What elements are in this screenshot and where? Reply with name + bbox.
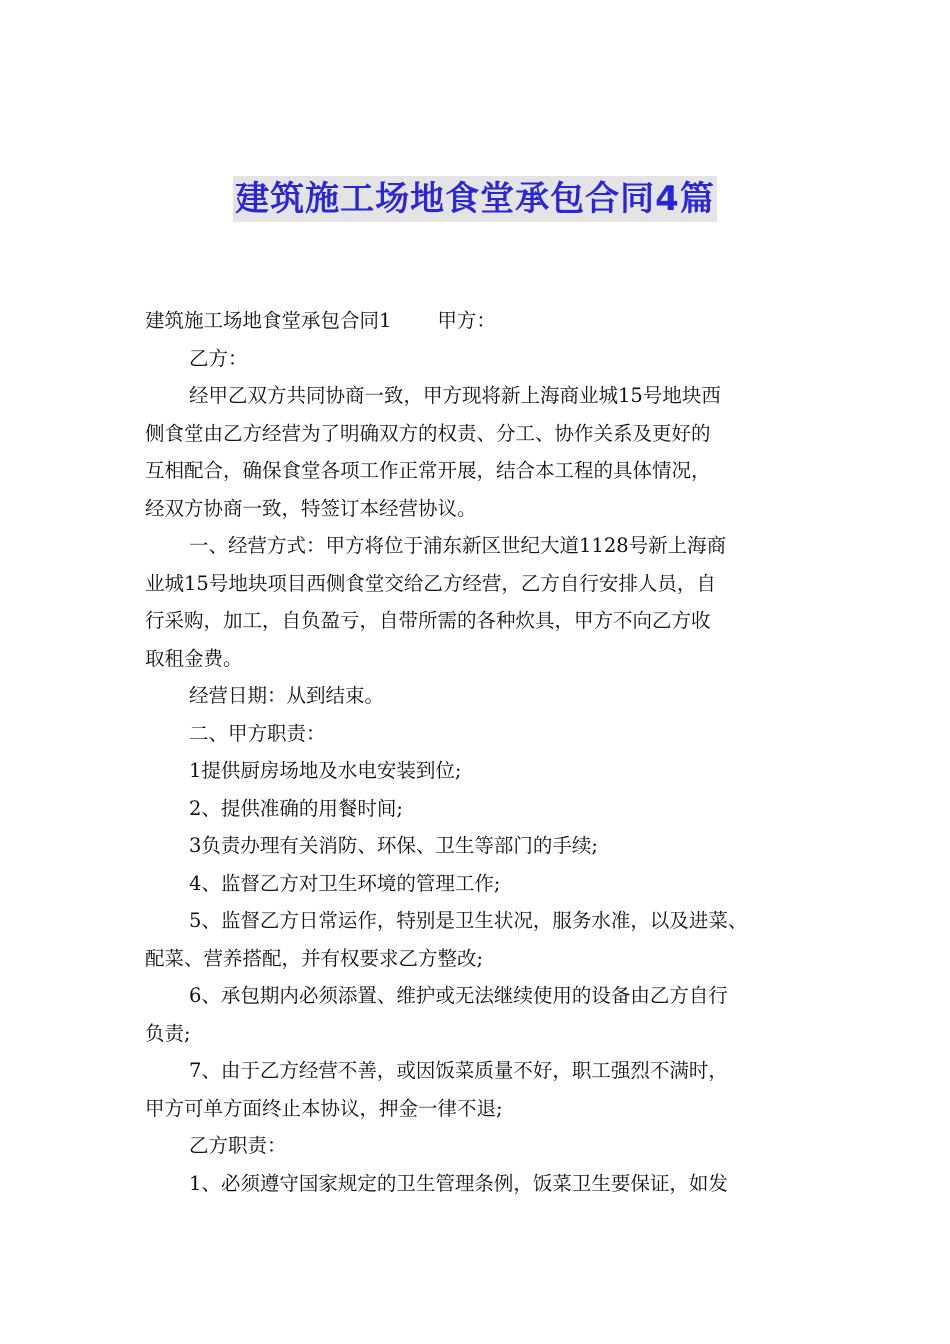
paragraph-line: 负责; [145,1021,191,1045]
paragraph-line: 4、监督乙方对卫生环境的管理工作; [189,871,501,895]
paragraph-line: 7、由于乙方经营不善，或因饭菜质量不好，职工强烈不满时， [189,1059,728,1082]
paragraph-line: 业城15号地块项目西侧食堂交给乙方经营，乙方自行安排人员，自 [145,571,716,595]
section-heading: 建筑施工场地食堂承包合同1 [145,309,392,332]
paragraph-line: 2、提供准确的用餐时间; [189,796,403,820]
paragraph-line: 3负责办理有关消防、环保、卫生等部门的手续; [189,834,598,857]
paragraph-line: 行采购，加工，自负盈亏，自带所需的各种炊具，甲方不向乙方收 [145,609,711,632]
paragraph-line: 侧食堂由乙方经营为了明确双方的权责、分工、协作关系及更好的 [145,421,711,445]
paragraph-line: 一、经营方式：甲方将位于浦东新区世纪大道1128号新上海商 [189,534,727,557]
paragraph-line: 配菜、营养搭配，并有权要求乙方整改; [145,946,484,970]
paragraph-line: 5、监督乙方日常运作，特别是卫生状况，服务水准，以及进菜、 [189,909,748,932]
paragraph-line: 取租金费。 [145,646,243,670]
paragraph-line: 经营日期：从到结束。 [189,684,385,707]
paragraph-line: 6、承包期内必须添置、维护或无法继续使用的设备由乙方自行 [189,984,728,1007]
paragraph-line: 二、甲方职责： [189,721,326,745]
paragraph-line: 1、必须遵守国家规定的卫生管理条例，饭菜卫生要保证，如发 [189,1171,728,1195]
paragraph-line: 互相配合，确保食堂各项工作正常开展，结合本工程的具体情况， [145,459,711,482]
paragraph-line: 甲方可单方面终止本协议，押金一律不退; [145,1096,503,1120]
paragraph-line: 乙方职责： [189,1134,287,1157]
paragraph-line: 乙方： [189,346,248,370]
paragraph-line: 1提供厨房场地及水电安装到位; [189,759,462,782]
first-line [145,302,820,340]
title-container [0,176,950,222]
document-body [145,302,820,1202]
document-title: 建筑施工场地食堂承包合同4篇 [233,176,717,222]
paragraph-line: 经甲乙双方共同协商一致，甲方现将新上海商业城15号地块西 [189,384,721,407]
paragraph-line: 经双方协商一致，特签订本经营协议。 [145,496,477,520]
party-a-label: 甲方： [437,309,496,332]
